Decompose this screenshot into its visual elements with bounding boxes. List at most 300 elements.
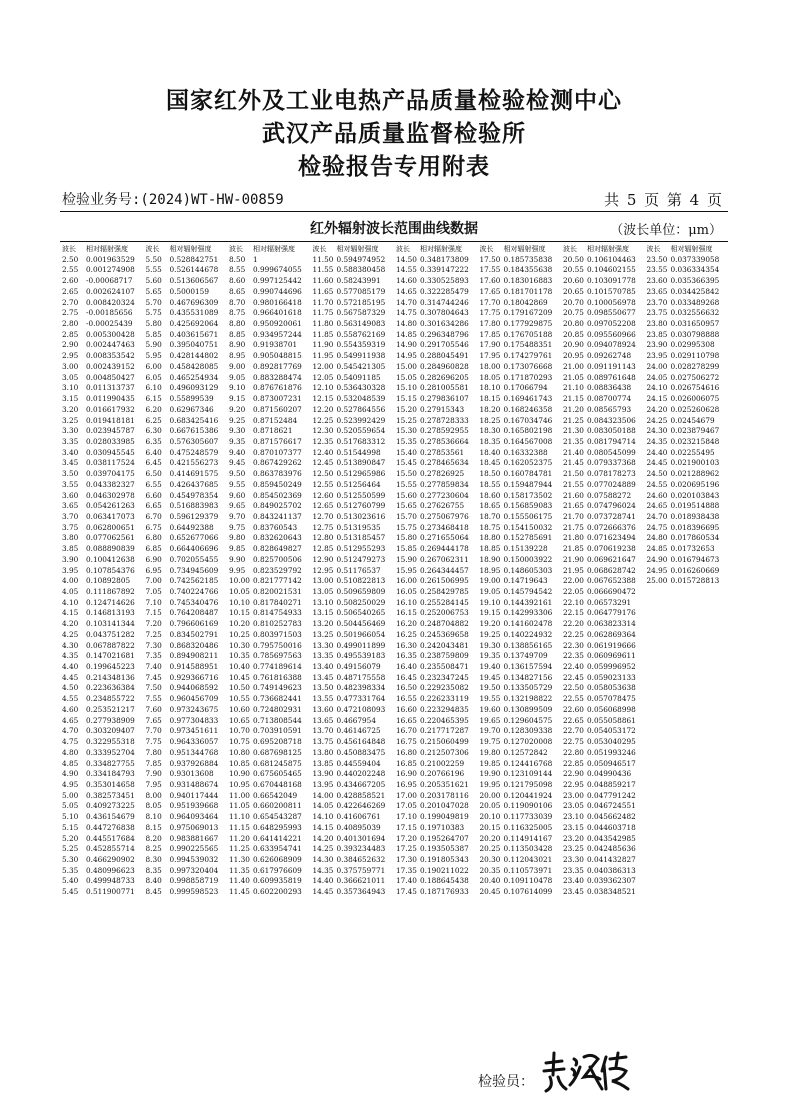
intensity-cell: 0.167034746 <box>503 415 553 425</box>
wavelength-cell: 10.20 <box>229 619 250 629</box>
wavelength-cell: 17.60 <box>479 276 501 286</box>
intensity-cell: 0.074796024 <box>587 501 636 511</box>
table-row <box>311 469 395 480</box>
table-row <box>60 759 144 770</box>
wavelength-cell: 16.45 <box>396 672 417 682</box>
table-row <box>60 705 144 716</box>
wavelength-cell: 11.05 <box>229 801 250 811</box>
wavelength-cell: 15.60 <box>396 490 417 500</box>
table-row <box>60 469 144 480</box>
table-row <box>478 523 562 534</box>
intensity-cell: 0.577085179 <box>336 286 386 296</box>
table-row <box>478 255 562 266</box>
intensity-cell: 0.27826925 <box>420 469 465 479</box>
wavelength-cell: 14.75 <box>396 308 417 318</box>
table-row <box>478 759 562 770</box>
table-row <box>227 887 311 898</box>
intensity-cell: 0.103141344 <box>86 619 135 629</box>
wavelength-cell: 9.20 <box>229 404 246 414</box>
table-row <box>227 866 311 877</box>
table-row <box>478 844 562 855</box>
intensity-cell: 0.4667954 <box>336 715 376 725</box>
table-row <box>144 330 228 341</box>
table-row <box>394 458 478 469</box>
table-row <box>311 555 395 566</box>
intensity-cell: 0.990744696 <box>253 286 302 296</box>
wavelength-cell: 3.00 <box>62 361 79 371</box>
table-row <box>227 812 311 823</box>
table-row <box>478 298 562 309</box>
table-row <box>60 716 144 727</box>
table-row <box>478 705 562 716</box>
wavelength-cell: 22.25 <box>563 629 584 639</box>
wavelength-cell: 5.20 <box>62 833 79 843</box>
intensity-cell: 0.098550677 <box>587 308 636 318</box>
wavelength-cell: 11.60 <box>312 276 334 286</box>
header-wavelength: 波长 <box>312 245 327 253</box>
wavelength-cell: 4.75 <box>62 737 79 747</box>
wavelength-cell: 2.95 <box>62 351 79 361</box>
table-row <box>144 373 228 384</box>
wavelength-cell: 16.25 <box>396 629 417 639</box>
intensity-cell: 0.18042869 <box>503 297 548 307</box>
table-row <box>645 544 729 555</box>
wavelength-cell: 12.45 <box>312 458 334 468</box>
table-row <box>144 866 228 877</box>
intensity-cell: 0.937926884 <box>169 758 219 768</box>
intensity-cell: 0.238759809 <box>420 651 469 661</box>
wavelength-cell: 19.80 <box>479 747 501 757</box>
intensity-cell: 0.997125442 <box>253 276 302 286</box>
wavelength-cell: 10.95 <box>229 779 250 789</box>
table-row <box>227 276 311 287</box>
wavelength-cell: 24.30 <box>646 426 668 436</box>
wavelength-cell: 10.00 <box>229 576 250 586</box>
intensity-cell: 0.536430328 <box>336 383 386 393</box>
header-intensity: 相对辐射强度 <box>587 245 629 253</box>
intensity-cell: 0.019514888 <box>670 501 720 511</box>
table-row <box>227 737 311 748</box>
wavelength-cell: 11.25 <box>229 844 250 854</box>
table-row <box>144 319 228 330</box>
wavelength-cell: 22.40 <box>563 662 584 672</box>
wavelength-cell: 15.50 <box>396 469 417 479</box>
table-row <box>311 448 395 459</box>
table-row <box>60 405 144 416</box>
wavelength-cell: 21.35 <box>563 436 584 446</box>
wavelength-cell: 7.25 <box>145 629 162 639</box>
intensity-cell: 0.40895039 <box>336 822 381 832</box>
wavelength-cell: 17.65 <box>479 286 501 296</box>
table-row <box>561 501 645 512</box>
table-title: 红外辐射波长范围曲线数据 <box>310 221 478 237</box>
table-row <box>227 791 311 802</box>
wavelength-cell: 2.80 <box>62 319 79 329</box>
wavelength-cell: 6.15 <box>145 394 162 404</box>
table-row <box>144 705 228 716</box>
table-row <box>227 298 311 309</box>
wavelength-cell: 7.90 <box>145 769 162 779</box>
wavelength-cell: 18.00 <box>479 361 501 371</box>
intensity-cell: 0.043382327 <box>86 479 135 489</box>
table-row <box>645 394 729 405</box>
intensity-cell: 0.892817769 <box>253 361 302 371</box>
intensity-cell: 0.51319535 <box>336 522 381 532</box>
wavelength-cell: 5.45 <box>62 887 79 897</box>
intensity-cell: 0.291705546 <box>420 340 469 350</box>
table-row <box>311 598 395 609</box>
intensity-cell: 0.508250029 <box>336 597 386 607</box>
table-row <box>60 362 144 373</box>
signature <box>540 1049 632 1095</box>
table-row <box>227 630 311 641</box>
wavelength-cell: 20.60 <box>563 276 584 286</box>
wavelength-cell: 23.45 <box>563 887 584 897</box>
table-row <box>227 491 311 502</box>
intensity-cell: 0.036334354 <box>670 265 720 275</box>
intensity-cell: 0.142993306 <box>503 608 553 618</box>
wavelength-cell: 4.10 <box>62 597 79 607</box>
wavelength-cell: 3.65 <box>62 501 79 511</box>
table-column <box>60 244 144 898</box>
table-row <box>394 437 478 448</box>
intensity-cell: 0.681245875 <box>253 758 302 768</box>
wavelength-cell: 18.95 <box>479 565 501 575</box>
table-row <box>394 866 478 877</box>
intensity-cell: 0.041432827 <box>587 854 636 864</box>
table-row <box>394 555 478 566</box>
table-row <box>144 823 228 834</box>
intensity-cell: 0.27853561 <box>420 447 465 457</box>
intensity-cell: 0.425692064 <box>169 319 219 329</box>
table-row <box>478 287 562 298</box>
table-row <box>311 834 395 845</box>
wavelength-cell: 14.05 <box>312 801 334 811</box>
wavelength-cell: 13.45 <box>312 672 334 682</box>
table-row <box>144 726 228 737</box>
table-header <box>60 244 144 255</box>
intensity-cell: 0.333952704 <box>86 747 135 757</box>
table-row <box>144 383 228 394</box>
intensity-cell: 0.101570785 <box>587 286 636 296</box>
intensity-cell: 0.467696309 <box>169 297 219 307</box>
table-row <box>478 887 562 898</box>
table-row <box>227 330 311 341</box>
table-row <box>394 780 478 791</box>
table-row <box>478 351 562 362</box>
wavelength-cell: 17.50 <box>479 254 501 264</box>
intensity-cell: 0.66542049 <box>253 790 298 800</box>
table-row <box>60 641 144 652</box>
intensity-cell: 0.043542985 <box>587 833 636 843</box>
wavelength-cell: 20.10 <box>479 812 501 822</box>
wavelength-cell: 3.55 <box>62 479 79 489</box>
table-row <box>561 737 645 748</box>
intensity-cell: 0.124416768 <box>503 758 553 768</box>
wavelength-cell: 22.15 <box>563 608 584 618</box>
intensity-cell: 0.174279761 <box>503 351 553 361</box>
wavelength-cell: 19.40 <box>479 662 501 672</box>
table-row <box>561 673 645 684</box>
table-row <box>311 619 395 630</box>
table-row <box>311 759 395 770</box>
table-row <box>60 876 144 887</box>
wavelength-cell: 11.80 <box>312 319 334 329</box>
intensity-cell: 0.785697563 <box>253 651 302 661</box>
wavelength-cell: 22.90 <box>563 769 584 779</box>
wavelength-cell: 18.20 <box>479 404 501 414</box>
wavelength-cell: 2.55 <box>62 265 79 275</box>
table-row <box>311 491 395 502</box>
intensity-cell: 0.181701178 <box>503 286 553 296</box>
wavelength-cell: 7.85 <box>145 758 162 768</box>
intensity-cell: 0.973451611 <box>169 726 219 736</box>
wavelength-cell: 18.50 <box>479 469 501 479</box>
wavelength-cell: 20.35 <box>479 865 501 875</box>
wavelength-cell: 16.10 <box>396 597 417 607</box>
table-row <box>60 812 144 823</box>
table-row <box>227 598 311 609</box>
intensity-cell: 0.136157594 <box>503 662 553 672</box>
table-row <box>561 587 645 598</box>
intensity-cell: 0.120441924 <box>503 790 553 800</box>
wavelength-cell: 16.50 <box>396 683 417 693</box>
wavelength-cell: 10.45 <box>229 672 250 682</box>
intensity-cell: 0.148605303 <box>503 565 553 575</box>
wavelength-cell: 20.30 <box>479 854 501 864</box>
wavelength-cell: 5.60 <box>145 276 162 286</box>
intensity-cell: 0.278728333 <box>420 415 469 425</box>
wavelength-cell: 16.15 <box>396 608 417 618</box>
wavelength-cell: 23.85 <box>646 329 668 339</box>
table-row <box>561 876 645 887</box>
table-row <box>645 308 729 319</box>
table-row <box>311 308 395 319</box>
table-row <box>311 437 395 448</box>
table-row <box>144 437 228 448</box>
wavelength-cell: 6.65 <box>145 501 162 511</box>
table-row <box>394 844 478 855</box>
table-row <box>311 630 395 641</box>
intensity-cell: 0.188645438 <box>420 876 469 886</box>
intensity-cell: 0.999674055 <box>253 265 302 275</box>
intensity-cell: 0.871560207 <box>253 404 302 414</box>
wavelength-cell: 8.00 <box>145 790 162 800</box>
intensity-cell: 0.496093129 <box>169 383 219 393</box>
intensity-cell: 0.520559654 <box>336 426 386 436</box>
wavelength-cell: 4.50 <box>62 683 79 693</box>
wavelength-cell: 14.35 <box>312 865 334 875</box>
wavelength-cell: 5.90 <box>145 340 162 350</box>
table-row <box>311 501 395 512</box>
data-table <box>60 244 728 898</box>
wavelength-cell: 10.25 <box>229 629 250 639</box>
intensity-cell: 0.652677066 <box>169 533 219 543</box>
table-row <box>144 544 228 555</box>
table-row <box>144 683 228 694</box>
intensity-cell: 0.675605465 <box>253 769 302 779</box>
wavelength-cell: 23.20 <box>563 833 584 843</box>
table-row <box>561 544 645 555</box>
intensity-cell: 0.512479273 <box>336 554 386 564</box>
wavelength-cell: 14.70 <box>396 297 417 307</box>
wavelength-cell: 10.75 <box>229 737 250 747</box>
table-row <box>60 555 144 566</box>
wavelength-cell: 11.95 <box>312 351 334 361</box>
table-row <box>60 416 144 427</box>
wavelength-cell: 5.55 <box>145 265 162 275</box>
intensity-cell: 0.027506272 <box>670 372 720 382</box>
wavelength-cell: 13.60 <box>312 704 334 714</box>
intensity-cell: 0.269444178 <box>420 544 469 554</box>
table-column <box>394 244 478 898</box>
table-row <box>645 276 729 287</box>
intensity-cell: 0.054053172 <box>587 726 636 736</box>
wavelength-cell: 18.55 <box>479 479 501 489</box>
table-row <box>227 544 311 555</box>
wavelength-cell: 15.75 <box>396 522 417 532</box>
wavelength-cell: 7.15 <box>145 608 162 618</box>
intensity-cell: 0.077062561 <box>86 533 135 543</box>
wavelength-cell: 24.55 <box>646 479 668 489</box>
wavelength-cell: 24.00 <box>646 361 668 371</box>
intensity-cell: 0.480996623 <box>86 865 135 875</box>
table-row <box>227 759 311 770</box>
intensity-cell: 0.277230604 <box>420 490 469 500</box>
wavelength-cell: 8.85 <box>229 329 246 339</box>
intensity-cell: 0.147021681 <box>86 651 135 661</box>
table-row <box>227 673 311 684</box>
wavelength-cell: 2.60 <box>62 276 79 286</box>
intensity-cell: 0.002439152 <box>86 361 135 371</box>
table-row <box>645 458 729 469</box>
table-row <box>60 834 144 845</box>
table-row <box>227 255 311 266</box>
table-row <box>144 448 228 459</box>
intensity-cell: 0.107854376 <box>86 565 135 575</box>
intensity-cell: 0.117733039 <box>503 812 553 822</box>
table-row <box>561 480 645 491</box>
wavelength-cell: 6.05 <box>145 372 162 382</box>
intensity-cell: 0.169461743 <box>503 394 553 404</box>
intensity-cell: 0.499948733 <box>86 876 135 886</box>
table-row <box>394 769 478 780</box>
intensity-cell: 0.288045491 <box>420 351 469 361</box>
table-row <box>561 630 645 641</box>
table-row <box>227 855 311 866</box>
intensity-cell: 0.17066794 <box>503 383 548 393</box>
wavelength-cell: 12.50 <box>312 469 334 479</box>
wavelength-cell: 11.85 <box>312 329 334 339</box>
wavelength-cell: 21.25 <box>563 415 584 425</box>
wavelength-cell: 24.75 <box>646 522 668 532</box>
table-row <box>561 791 645 802</box>
intensity-cell: 0.820021531 <box>253 587 302 596</box>
intensity-cell: 0.951939668 <box>169 801 219 811</box>
page-info: 共 5 页 第 4 页 <box>604 191 722 209</box>
wavelength-cell: 7.30 <box>145 640 162 650</box>
wavelength-cell: 8.65 <box>229 286 246 296</box>
wavelength-cell: 19.35 <box>479 651 501 661</box>
intensity-cell: 0.016794673 <box>670 554 720 564</box>
intensity-cell: 0.334184793 <box>86 769 135 779</box>
intensity-cell: 0.279836107 <box>420 394 469 404</box>
wavelength-cell: 23.90 <box>646 340 668 350</box>
intensity-cell: 0.084323506 <box>587 415 636 425</box>
table-row <box>311 683 395 694</box>
table-row <box>561 694 645 705</box>
intensity-cell: 0.513185457 <box>336 533 386 543</box>
intensity-cell: 0.501966054 <box>336 629 386 639</box>
wavelength-cell: 18.35 <box>479 436 501 446</box>
intensity-cell: 0.499011899 <box>336 640 386 650</box>
table-row <box>561 823 645 834</box>
wavelength-cell: 7.40 <box>145 662 162 672</box>
table-row <box>144 748 228 759</box>
wavelength-cell: 16.65 <box>396 715 417 725</box>
intensity-cell: 0.199049819 <box>420 812 469 822</box>
wavelength-cell: 9.10 <box>229 383 246 393</box>
table-row <box>561 576 645 587</box>
table-row <box>394 598 478 609</box>
intensity-cell: 0.110573971 <box>503 865 553 875</box>
table-row <box>144 340 228 351</box>
table-row <box>60 748 144 759</box>
wavelength-cell: 20.15 <box>479 822 501 832</box>
wavelength-cell: 17.15 <box>396 822 417 832</box>
intensity-cell: 0.138856165 <box>503 640 553 650</box>
intensity-cell: 0.834502791 <box>169 629 219 639</box>
wavelength-cell: 23.70 <box>646 297 668 307</box>
table-row <box>311 673 395 684</box>
wavelength-cell: 12.60 <box>312 490 334 500</box>
wavelength-cell: 10.30 <box>229 640 250 650</box>
wavelength-cell: 17.40 <box>396 876 417 886</box>
intensity-cell: 0.09262748 <box>587 351 632 361</box>
table-row <box>561 491 645 502</box>
intensity-cell: 0.011313737 <box>86 383 135 393</box>
table-row <box>144 812 228 823</box>
table-row <box>144 512 228 523</box>
table-row <box>394 351 478 362</box>
table-column <box>645 244 729 898</box>
intensity-cell: 0.964336057 <box>169 737 219 747</box>
table-row <box>478 437 562 448</box>
wavelength-cell: 12.80 <box>312 533 334 543</box>
intensity-cell: 0.109110478 <box>503 876 553 886</box>
wavelength-cell: 23.10 <box>563 812 584 822</box>
wavelength-cell: 20.20 <box>479 833 501 843</box>
intensity-cell: 0.025260628 <box>670 404 720 414</box>
table-row <box>227 694 311 705</box>
intensity-cell: 0.190211022 <box>420 865 469 875</box>
intensity-cell: 0.097052208 <box>587 319 636 329</box>
intensity-cell: 0.997320404 <box>169 865 219 875</box>
table-row <box>561 394 645 405</box>
intensity-cell: 0.641414221 <box>253 833 302 843</box>
intensity-cell: 0.633954741 <box>253 844 302 854</box>
intensity-cell: 0.002447463 <box>86 340 135 350</box>
intensity-cell: 0.111867892 <box>86 587 135 596</box>
intensity-cell: 0.660200811 <box>253 801 302 811</box>
table-row <box>144 426 228 437</box>
table-row <box>394 630 478 641</box>
table-row <box>311 319 395 330</box>
wavelength-cell: 10.90 <box>229 769 250 779</box>
intensity-cell: 0.130899509 <box>503 704 553 714</box>
table-column <box>478 244 562 898</box>
table-row <box>394 533 478 544</box>
